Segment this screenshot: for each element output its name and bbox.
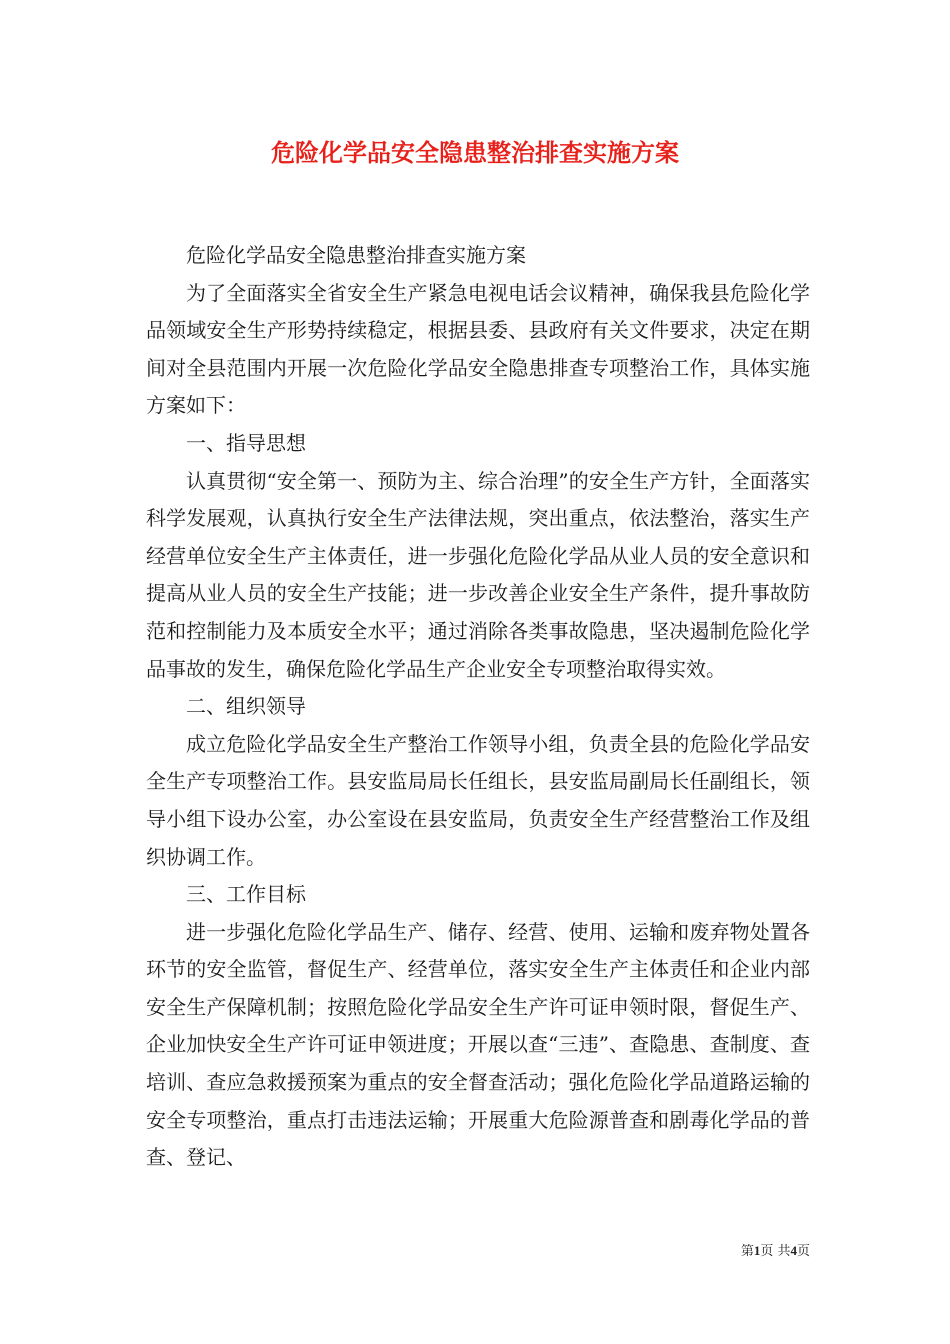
footer-suffix: 页 <box>796 1244 810 1259</box>
page-number-footer <box>690 1240 810 1259</box>
section-heading-organization: 二、组织领导 <box>186 694 306 719</box>
body-paragraph-guiding-ideology: 认真贯彻“安全第一、预防为主、综合治理”的安全生产方针，全面落实科学发展观，认真执行安全生产法律法规，突出重点，依法整治，落实生产经营单位安全生产主体责任，进一步强化危险化学品从业人员的安全意识和提高从业人员的安全生产技能；进一步改善企业安全生产条件，提升事故防范和控制能力及本质安全水平；通过消除各类事故隐患，坚决遏制危险化学品事故的发生，确保危险化学品生产企业安全专项整治取得实效。 <box>146 468 810 681</box>
body-paragraph-work-goals: 进一步强化危险化学品生产、储存、经营、使用、运输和废弃物处置各环节的安全监管，督促生产、经营单位，落实安全生产主体责任和企业内部安全生产保障机制；按照危险化学品安全生产许可证申领时限，督促生产、企业加快安全生产许可证申领进度；开展以查“三违”、查隐患、查制度、查培训、查应急救援预案为重点的安全督查活动；强化危险化学品道路运输的安全专项整治，重点打击违法运输；开展重大危险源普查和剧毒化学品的普查、登记、 <box>146 919 810 1170</box>
footer-middle: 页 共 <box>760 1244 791 1259</box>
footer-prefix: 第 <box>740 1244 754 1259</box>
footer-total-pages: 4 <box>790 1243 797 1258</box>
body-paragraph-organization: 成立危险化学品安全生产整治工作领导小组，负责全县的危险化学品安全生产专项整治工作。县安监局局长任组长，县安监局副局长任副组长，领导小组下设办公室，办公室设在县安监局，负责安全生产经营整治工作及组织协调工作。 <box>146 731 810 869</box>
document-body <box>146 237 810 1177</box>
footer-current-page: 1 <box>753 1243 761 1258</box>
body-paragraph-intro: 为了全面落实全省安全生产紧急电视电话会议精神，确保我县危险化学品领域安全生产形势持续稳定，根据县委、县政府有关文件要求，决定在期间对全县范围内开展一次危险化学品安全隐患排查专项整治工作，具体实施方案如下： <box>146 280 810 418</box>
body-paragraph-subtitle: 危险化学品安全隐患整治排查实施方案 <box>186 243 526 267</box>
section-heading-guiding-ideology: 一、指导思想 <box>186 430 306 455</box>
document-title: 危险化学品安全隐患整治排查实施方案 <box>271 138 679 167</box>
section-heading-work-goals: 三、工作目标 <box>186 882 306 907</box>
